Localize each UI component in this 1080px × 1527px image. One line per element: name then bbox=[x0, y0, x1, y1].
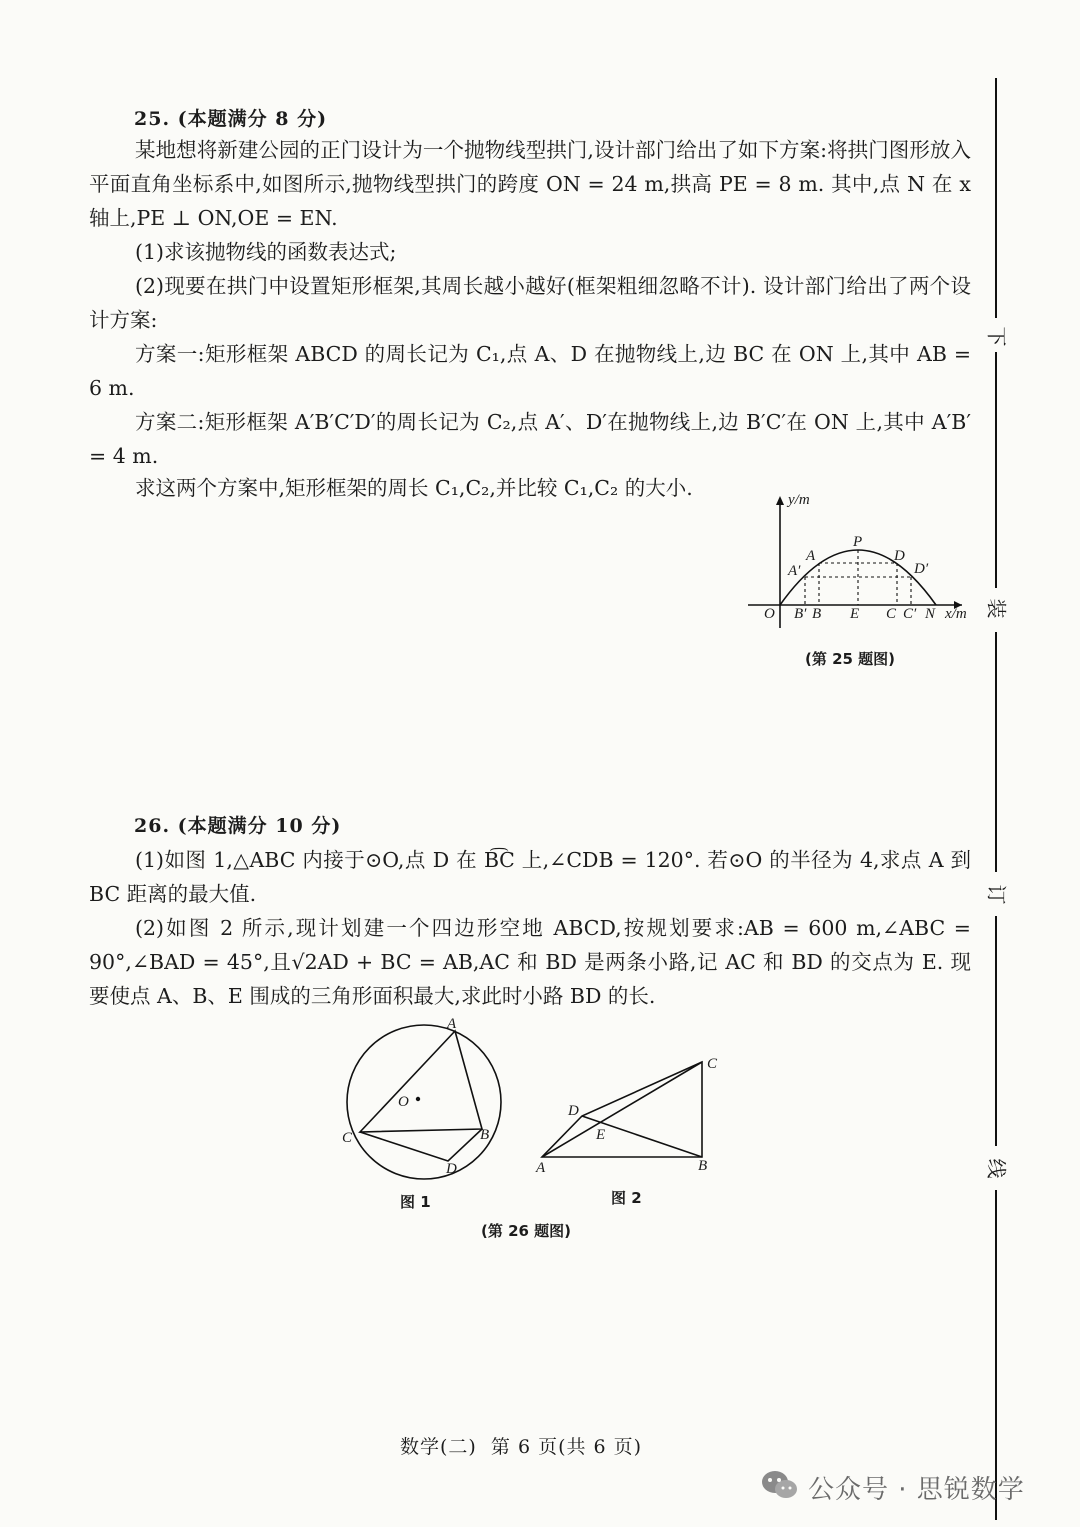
fig1-point-a: A bbox=[447, 1016, 457, 1032]
point-a-label: A bbox=[806, 548, 816, 564]
side-mark-top: 下 bbox=[984, 326, 1009, 347]
point-o-label: O bbox=[764, 606, 775, 622]
q26-figure-caption: (第 26 题图) bbox=[481, 1222, 572, 1240]
q26-part2: (2)如图 2 所示,现计划建一个四边形空地 ABCD,按规划要求:AB = 600 m,∠ABC = 90°,∠BAD = 45°,且√2AD + BC = AB,AC 和 BD 是两条小路,记 AC 和 BD 的交点为 E. 现要使点 A、B、E 围成的三角形面积最大,求此时小路 BD 的长. bbox=[89, 916, 971, 1008]
point-p-label: P bbox=[853, 534, 863, 550]
binding-line-2 bbox=[995, 352, 997, 588]
binding-line-3 bbox=[995, 632, 997, 872]
q25-part2: (2)现要在拱门中设置矩形框架,其周长越小越好(框架粗细忽略不计). 设计部门给出了两个设计方案: bbox=[89, 274, 971, 332]
side-mark-lower: 订 bbox=[984, 884, 1009, 905]
point-e-label: E bbox=[850, 606, 860, 622]
point-a1-label: A′ bbox=[788, 563, 801, 579]
triangle-abc bbox=[360, 1031, 482, 1132]
side-mark-bottom: 线 bbox=[984, 1158, 1009, 1179]
fig1-point-o: O bbox=[398, 1094, 409, 1110]
point-c1-label: C′ bbox=[903, 606, 917, 622]
circle-o bbox=[347, 1025, 501, 1179]
q25-stem: 某地想将新建公园的正门设计为一个抛物线型拱门,设计部门给出了如下方案:将拱门图形放入平面直角坐标系中,如图所示,抛物线型拱门的跨度 ON = 24 m,拱高 PE = 8 m. 其中,点 N 在 x 轴上,PE ⊥ ON,OE = EN. bbox=[89, 138, 971, 230]
point-b-label: B bbox=[812, 606, 822, 622]
segments-cd-db bbox=[360, 1129, 482, 1161]
fig1-point-b: B bbox=[480, 1127, 490, 1143]
y-axis-arrow bbox=[776, 496, 784, 505]
binding-line-4 bbox=[995, 916, 997, 1146]
point-n-label: N bbox=[925, 606, 936, 622]
watermark-text: 公众号 · 思锐数学 bbox=[808, 1475, 1025, 1505]
q25-part1: (1)求该抛物线的函数表达式; bbox=[135, 240, 397, 264]
fig1-caption: 图 1 bbox=[400, 1193, 431, 1211]
q26-part1: (1)如图 1,△ABC 内接于⊙O,点 D 在 B͡C 上,∠CDB = 120°. 若⊙O 的半径为 4,求点 A 到 BC 距离的最大值. bbox=[89, 848, 971, 906]
page-footer: 数学(二) 第 6 页(共 6 页) bbox=[400, 1436, 643, 1458]
wechat-icon bbox=[760, 1468, 800, 1502]
fig1-point-c: C bbox=[342, 1130, 353, 1146]
q25-header: 25. (本题满分 8 分) bbox=[134, 108, 328, 130]
fig1-point-d: D bbox=[446, 1161, 457, 1177]
parabola-figure bbox=[740, 488, 980, 638]
side-mark-middle: 装 bbox=[984, 598, 1009, 619]
fig2-point-c: C bbox=[707, 1056, 718, 1072]
fig2-caption: 图 2 bbox=[611, 1189, 642, 1207]
fig2-point-b: B bbox=[698, 1158, 708, 1174]
x-axis-label: x/m bbox=[945, 606, 967, 622]
point-d-label: D bbox=[894, 548, 905, 564]
point-c-label: C bbox=[886, 606, 897, 622]
binding-line-1 bbox=[995, 78, 997, 318]
figure-1-circle bbox=[340, 1018, 510, 1188]
fig2-point-d: D bbox=[568, 1103, 579, 1119]
y-axis-label: y/m bbox=[788, 492, 810, 508]
q26-header: 26. (本题满分 10 分) bbox=[134, 815, 342, 837]
q25-plan2: 方案二:矩形框架 A′B′C′D′的周长记为 C₂,点 A′、D′在抛物线上,边 B′C′在 ON 上,其中 A′B′ = 4 m. bbox=[89, 410, 971, 468]
diagonal-ac bbox=[542, 1062, 702, 1157]
fig2-point-e: E bbox=[596, 1127, 606, 1143]
q25-ask: 求这两个方案中,矩形框架的周长 C₁,C₂,并比较 C₁,C₂ 的大小. bbox=[135, 476, 693, 500]
figure-2-quadrilateral bbox=[530, 1054, 730, 1164]
point-b1-label: B′ bbox=[794, 606, 807, 622]
q25-plan1: 方案一:矩形框架 ABCD 的周长记为 C₁,点 A、D 在抛物线上,边 BC 在 ON 上,其中 AB = 6 m. bbox=[89, 342, 971, 400]
center-point-o bbox=[416, 1097, 420, 1101]
q25-figure-caption: (第 25 题图) bbox=[805, 650, 896, 668]
fig2-point-a: A bbox=[536, 1160, 546, 1176]
point-d1-label: D′ bbox=[914, 561, 929, 577]
